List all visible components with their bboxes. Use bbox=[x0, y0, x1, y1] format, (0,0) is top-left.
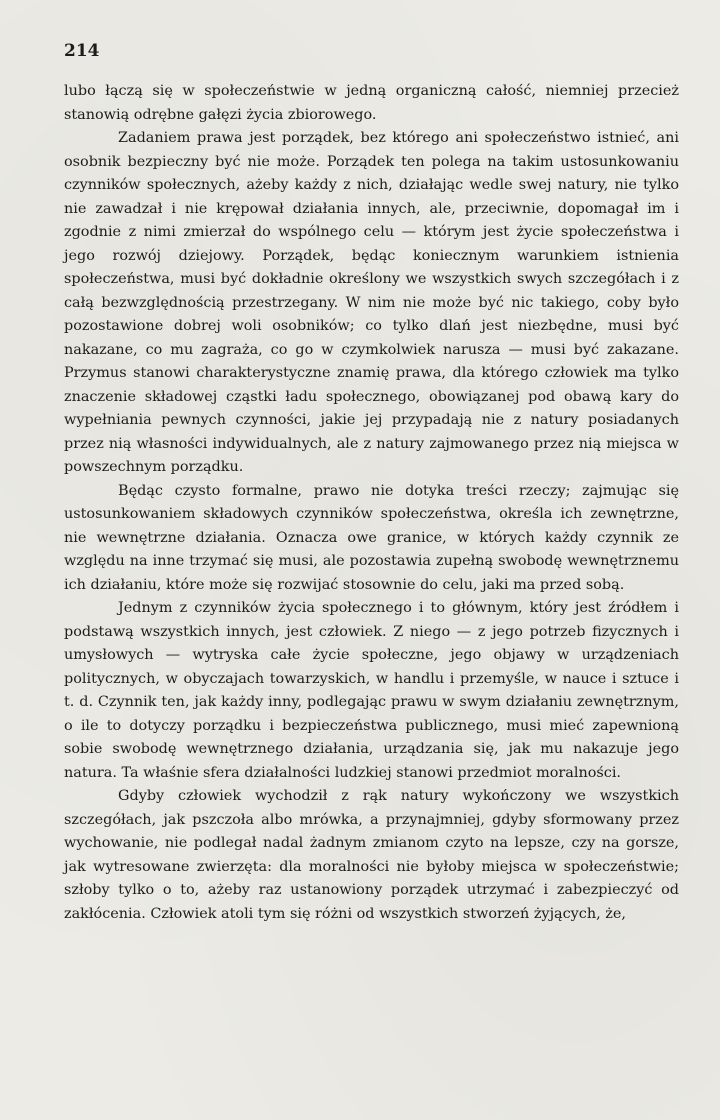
paragraph: Zadaniem prawa jest porządek, bez którego ani społeczeństwo istnieć, ani osobnik bezpieczny być nie może. Porządek ten polega na takim ustosunkowaniu czynników społecznych, ażeby każdy z nich, działając wedle swej natury, nie tylko nie zawadzał i nie krępował działania innych, ale, przeciwnie, dopomagał im i zgodnie z nimi zmierzał do wspólnego celu — którym jest życie społeczeństwa i jego rozwój dziejowy. Porządek, będąc koniecznym warunkiem istnienia społeczeństwa, musi być dokładnie określony we wszystkich swych szczegółach i z całą bezwzględnością przestrzegany. W nim nie może być nic takiego, coby było pozostawione dobrej woli osobników; co tylko dlań jest niezbędne, musi być nakazane, co mu zagraża, co go w czymkolwiek narusza — musi być zakazane. Przymus stanowi charakterystyczne znamię prawa, dla którego człowiek ma tylko znaczenie składowej cząstki ładu społecznego, obowiązanej pod obawą kary do wypełniania pewnych czynności, jakie jej przypadają nie z natury posiadanych przez nią własności indywidualnych, ale z natury zajmowanego przez nią miejsca w powszechnym porządku. bbox=[64, 130, 679, 475]
page-number: 214 bbox=[64, 41, 100, 61]
body-text bbox=[64, 80, 679, 926]
paragraph: Gdyby człowiek wychodził z rąk natury wykończony we wszystkich szczegółach, jak pszczoła albo mrówka, a przynajmniej, gdyby sformowany przez wychowanie, nie podlegał nadal żadnym zmianom czyto na lepsze, czy na gorsze, jak wytresowane zwierzęta: dla moralności nie byłoby miejsca w społeczeństwie; szłoby tylko o to, ażeby raz ustanowiony porządek utrzymać i zabezpieczyć od zakłócenia. Człowiek atoli tym się różni od wszystkich stworzeń żyjących, że, bbox=[64, 788, 679, 922]
paragraph: lubo łączą się w społeczeństwie w jedną organiczną całość, niemniej przecież stanowią odrębne gałęzi życia zbiorowego. bbox=[64, 83, 679, 123]
paragraph: Jednym z czynników życia społecznego i to głównym, który jest źródłem i podstawą wszystkich innych, jest człowiek. Z niego — z jego potrzeb fizycznych i umysłowych — wytryska całe życie społeczne, jego objawy w urządzeniach politycznych, w obyczajach towarzyskich, w handlu i przemyśle, w nauce i sztuce i t. d. Czynnik ten, jak każdy inny, podlegając prawu w swym działaniu zewnętrznym, o ile to dotyczy porządku i bezpieczeństwa publicznego, musi mieć zapewnioną sobie swobodę wewnętrznego działania, urządzania się, jak mu nakazuje jego natura. Ta właśnie sfera działalności ludzkiej stanowi przedmiot moralności. bbox=[64, 600, 679, 781]
paragraph: Będąc czysto formalne, prawo nie dotyka treści rzeczy; zajmując się ustosunkowaniem składowych czynników społeczeństwa, określa ich zewnętrzne, nie wewnętrzne działania. Oznacza owe granice, w których każdy czynnik ze względu na inne trzymać się musi, ale pozostawia zupełną swobodę wewnętrznemu ich działaniu, które może się rozwijać stosownie do celu, jaki ma przed sobą. bbox=[64, 482, 679, 593]
